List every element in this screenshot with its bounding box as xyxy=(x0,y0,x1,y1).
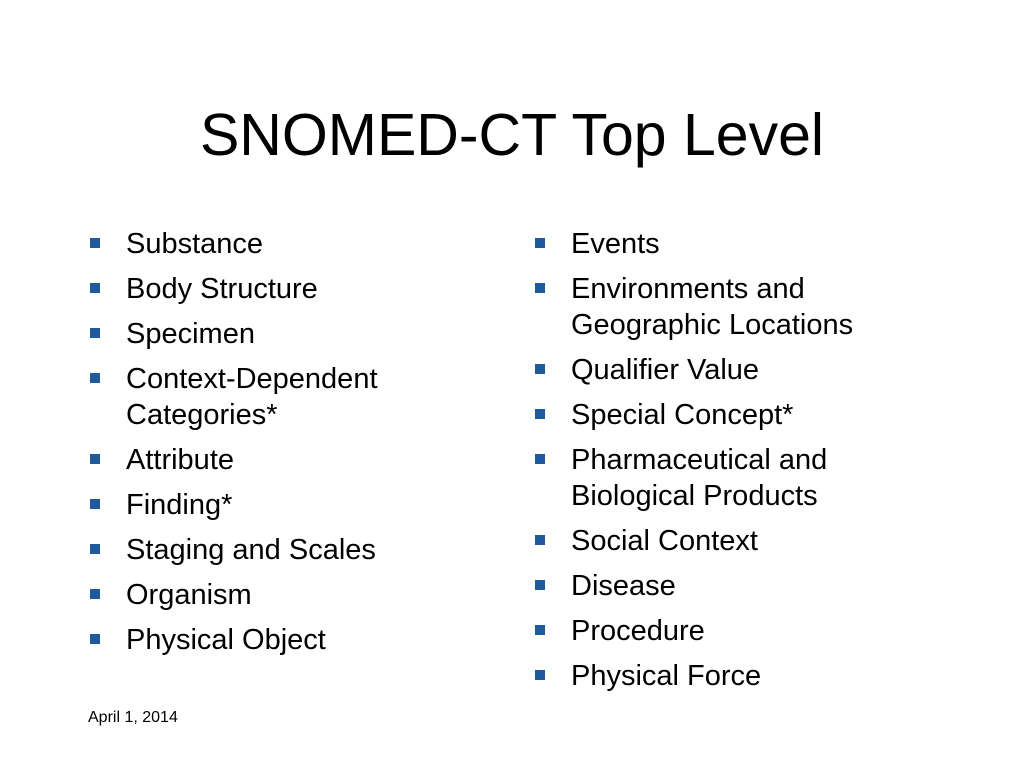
right-bullet-list xyxy=(535,226,975,703)
list-item-label: Organism xyxy=(126,579,252,611)
list-item-label: Environments and Geographic Locations xyxy=(571,273,854,341)
list-item xyxy=(535,442,871,514)
list-item xyxy=(535,226,975,262)
square-bullet-icon xyxy=(90,454,100,464)
list-item-label: Disease xyxy=(571,570,676,602)
square-bullet-icon xyxy=(90,634,100,644)
list-item xyxy=(535,568,975,604)
square-bullet-icon xyxy=(535,670,545,680)
list-item xyxy=(535,523,975,559)
list-item-label: Events xyxy=(571,228,660,260)
list-item-label: Staging and Scales xyxy=(126,534,376,566)
list-item xyxy=(90,577,490,613)
square-bullet-icon xyxy=(535,283,545,293)
square-bullet-icon xyxy=(535,409,545,419)
list-item-label: Specimen xyxy=(126,318,255,350)
list-item-label: Finding* xyxy=(126,489,233,521)
footer-date: April 1, 2014 xyxy=(88,709,178,726)
square-bullet-icon xyxy=(535,535,545,545)
list-item xyxy=(90,622,490,658)
square-bullet-icon xyxy=(535,238,545,248)
list-item xyxy=(535,658,975,694)
square-bullet-icon xyxy=(90,328,100,338)
list-item xyxy=(90,361,446,433)
square-bullet-icon xyxy=(535,454,545,464)
left-bullet-list xyxy=(90,226,490,667)
list-item xyxy=(90,316,490,352)
square-bullet-icon xyxy=(90,589,100,599)
square-bullet-icon xyxy=(90,283,100,293)
list-item-label: Context-Dependent Categories* xyxy=(126,363,378,431)
list-item-label: Physical Object xyxy=(126,624,326,656)
square-bullet-icon xyxy=(90,238,100,248)
square-bullet-icon xyxy=(535,580,545,590)
square-bullet-icon xyxy=(90,544,100,554)
list-item xyxy=(535,352,975,388)
list-item xyxy=(90,271,490,307)
list-item xyxy=(90,532,490,568)
list-item xyxy=(90,226,490,262)
list-item-label: Special Concept* xyxy=(571,399,794,431)
list-item-label: Attribute xyxy=(126,444,234,476)
slide-title: SNOMED-CT Top Level xyxy=(199,102,825,168)
list-item-label: Body Structure xyxy=(126,273,318,305)
square-bullet-icon xyxy=(535,625,545,635)
list-item-label: Procedure xyxy=(571,615,705,647)
list-item-label: Substance xyxy=(126,228,264,260)
list-item-label: Qualifier Value xyxy=(571,354,760,386)
list-item-label: Social Context xyxy=(571,525,758,557)
list-item xyxy=(535,271,871,343)
list-item-label: Pharmaceutical and Biological Products xyxy=(571,444,828,512)
square-bullet-icon xyxy=(90,373,100,383)
list-item-label: Physical Force xyxy=(571,660,762,692)
square-bullet-icon xyxy=(90,499,100,509)
list-item xyxy=(535,613,975,649)
list-item xyxy=(90,487,490,523)
list-item xyxy=(90,442,490,478)
square-bullet-icon xyxy=(535,364,545,374)
list-item xyxy=(535,397,975,433)
